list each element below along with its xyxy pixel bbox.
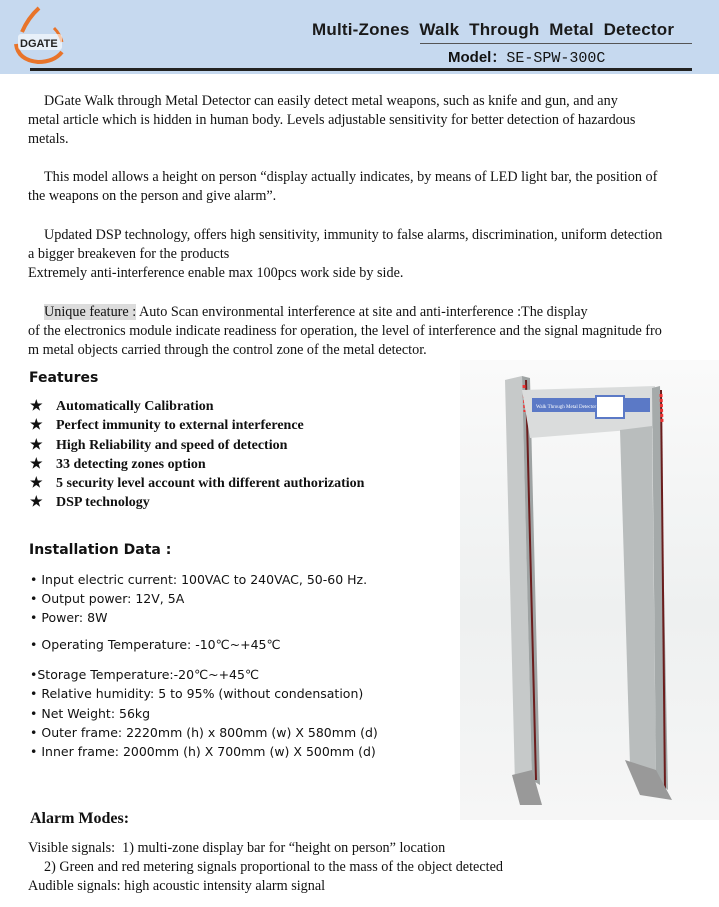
installation-item: • Power: 8W [30,610,108,625]
installation-item: • Outer frame: 2220mm (h) x 800mm (w) X 580mm (d) [30,725,378,740]
title-underline [420,43,692,44]
intro-line: m metal objects carried through the control zone of the metal detector. [28,342,427,358]
feature-text: DSP technology [56,495,150,511]
feature-text: High Reliability and speed of detection [56,437,288,453]
installation-item: • Output power: 12V, 5A [30,591,185,606]
feature-item [30,494,364,513]
feature-item [30,437,364,456]
feature-text: 33 detecting zones option [56,456,206,472]
alarm-line: Visible signals: 1) multi-zone display bar for “height on person” location [28,840,446,856]
installation-text: Net Weight: 56kg [41,706,151,721]
feature-item [30,417,364,436]
intro-line: This model allows a height on person “display actually indicates, by means of LED light bar, the position of [44,169,658,185]
installation-text: Power: 8W [41,610,108,625]
model-label: Model： [448,49,507,66]
installation-item: • Net Weight: 56kg [30,706,151,721]
intro-line: DGate Walk through Metal Detector can easily detect metal weapons, such as knife and gun, and any [44,93,618,109]
feature-text: Perfect immunity to external interference [56,418,304,434]
unique-feature-line [44,303,588,322]
star-icon: ★ [30,437,43,453]
alarm-line: Audible signals: high acoustic intensity alarm signal [28,878,326,894]
installation-text: Storage Temperature:-20℃~+45℃ [37,667,259,682]
alarm-line: 2) Green and red metering signals proportional to the mass of the object detected [44,859,503,875]
feature-text: 5 security level account with different authorization [56,476,365,492]
features-heading: Features [29,370,99,386]
installation-item: •Storage Temperature:-20℃~+45℃ [30,667,259,682]
unique-feature-label: Unique feature : [44,304,137,320]
installation-item: • Relative humidity: 5 to 95% (without condensation) [30,686,364,701]
intro-line: metal article which is hidden in human body. Levels adjustable sensitivity for better detection of hazardous [28,112,636,128]
intro-line: Extremely anti-interference enable max 100pcs work side by side. [28,265,404,281]
intro-line: of the electronics module indicate readiness for operation, the level of interference and the signal magnitude fro [28,323,662,339]
intro-line: a bigger breakeven for the products [28,246,230,262]
installation-heading: Installation Data : [29,542,172,558]
star-icon: ★ [30,399,43,414]
model-value: SE-SPW-300C [506,50,606,67]
dgate-logo [8,4,70,66]
installation-text: Inner frame: 2000mm (h) X 700mm (w) X 500mm (d) [41,744,376,759]
metal-detector-photo [460,360,719,820]
model-line [448,46,605,67]
intro-line: the weapons on the person and give alarm”. [28,188,277,204]
feature-text: Automatically Calibration [56,399,214,414]
installation-text: Relative humidity: 5 to 95% (without condensation) [41,686,364,701]
installation-text: Outer frame: 2220mm (h) x 800mm (w) X 580mm (d) [41,725,378,740]
features-list [30,398,364,514]
star-icon: ★ [30,456,43,472]
alarm-modes-heading: Alarm Modes: [30,810,130,827]
feature-item [30,475,364,494]
star-icon: ★ [30,495,43,511]
intro-line: Updated DSP technology, offers high sensitivity, immunity to false alarms, discrimination, uniform detection [44,227,663,243]
document-title: Multi-Zones Walk Through Metal Detector [312,20,675,39]
installation-text: Input electric current: 100VAC to 240VAC, 50-60 Hz. [41,572,368,587]
walk-through-gate-image [460,360,719,820]
panel-text: Walk Through Metal Detector [536,405,597,410]
header-divider [30,68,692,71]
feature-item [30,456,364,475]
unique-feature-text: Auto Scan environmental interference at site and anti-interference :The display [136,304,588,320]
installation-item: • Operating Temperature: -10℃~+45℃ [30,637,281,652]
installation-item: • Inner frame: 2000mm (h) X 700mm (w) X 500mm (d) [30,744,376,759]
star-icon: ★ [30,418,43,434]
installation-item: • Input electric current: 100VAC to 240VAC, 50-60 Hz. [30,572,368,587]
star-icon: ★ [30,476,43,492]
intro-line: metals. [28,131,69,147]
svg-text:DGATE: DGATE [20,38,58,50]
installation-text: Output power: 12V, 5A [41,591,185,606]
installation-text: Operating Temperature: -10℃~+45℃ [41,637,281,652]
feature-item [30,398,364,417]
